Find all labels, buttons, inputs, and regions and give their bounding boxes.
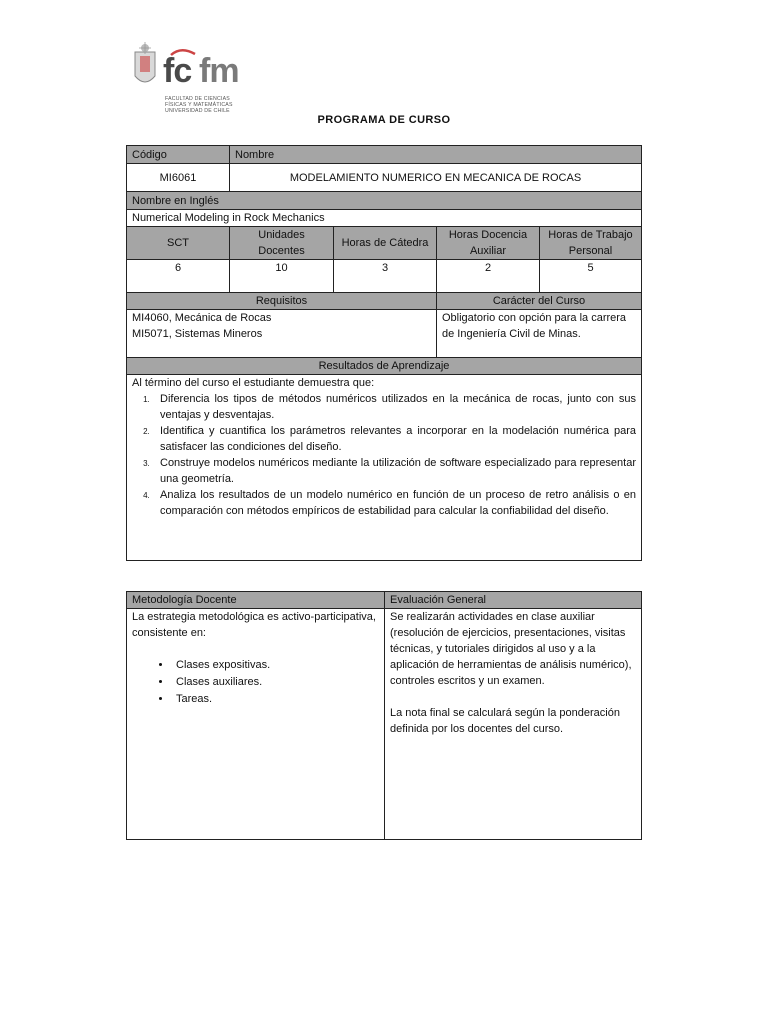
english-name: Numerical Modeling in Rock Mechanics <box>127 210 642 227</box>
course-table <box>126 145 642 561</box>
hours-value-sct: 6 <box>127 260 230 293</box>
course-name: MODELAMIENTO NUMERICO EN MECANICA DE ROCAS <box>230 164 642 192</box>
english-name-label: Nombre en Inglés <box>127 192 642 210</box>
caracter-value: Obligatorio con opción para la carrera de Ingeniería Civil de Minas. <box>437 310 642 358</box>
resultado-item: 1. Diferencia los tipos de métodos numéricos utilizados en la mecánica de rocas, junto con sus ventajas y desventajas. <box>152 391 636 423</box>
hours-header-auxiliar: Horas Docencia Auxiliar <box>437 227 540 260</box>
resultados-cell <box>127 375 642 561</box>
resultado-item: 4. Analiza los resultados de un modelo numérico en función de un proceso de retro análisis o en comparación con métodos empíricos de estabilidad para calcular la confiabilidad del diseño. <box>152 487 636 519</box>
resultados-list <box>132 391 636 519</box>
hours-value-catedra: 3 <box>334 260 437 293</box>
hours-header-catedra: Horas de Cátedra <box>334 227 437 260</box>
metodologia-list <box>132 657 379 708</box>
requisitos-label: Requisitos <box>127 293 437 310</box>
metodologia-label: Metodología Docente <box>127 592 385 609</box>
hours-header-unidades: Unidades Docentes <box>230 227 334 260</box>
hours-value-personal: 5 <box>540 260 642 293</box>
hours-header-sct: SCT <box>127 227 230 260</box>
metodologia-cell <box>127 609 385 840</box>
caracter-label: Carácter del Curso <box>437 293 642 310</box>
evaluacion-paragraph-1: Se realizarán actividades en clase auxiliar (resolución de ejercicios, presentaciones, visitas técnicas, y tutoriales dirigidos al uso y a la aplicación de herramientas de análisis numérico), controles escritos y un examen. <box>390 611 632 687</box>
metodologia-item: • Tareas. <box>172 691 379 708</box>
course-code: MI6061 <box>127 164 230 192</box>
metodologia-item: • Clases auxiliares. <box>172 674 379 691</box>
hours-value-unidades: 10 <box>230 260 334 293</box>
requisitos-cell <box>127 310 437 358</box>
code-label: Código <box>127 146 230 164</box>
logo-caption: FACULTAD DE CIENCIAS FÍSICAS Y MATEMÁTICAS UNIVERSIDAD DE CHILE <box>165 96 233 114</box>
metodologia-text: La estrategia metodológica es activo-participativa, consistente en: <box>132 611 376 639</box>
metodologia-item: • Clases expositivas. <box>172 657 379 674</box>
requisito-item: MI4060, Mecánica de Rocas <box>132 312 272 324</box>
svg-text:fm: fm <box>199 52 239 90</box>
evaluacion-paragraph-2: La nota final se calculará según la ponderación definida por los docentes del curso. <box>390 707 620 735</box>
hours-header-personal: Horas de Trabajo Personal <box>540 227 642 260</box>
resultados-intro: Al término del curso el estudiante demuestra que: <box>132 377 375 389</box>
document-title: PROGRAMA DE CURSO <box>317 114 451 126</box>
resultados-label: Resultados de Aprendizaje <box>127 358 642 375</box>
evaluacion-label: Evaluación General <box>385 592 642 609</box>
method-table <box>126 591 642 840</box>
resultado-item: 2. Identifica y cuantifica los parámetros relevantes a incorporar en la modelación numérica para satisfacer las condiciones del diseño. <box>152 423 636 455</box>
resultado-item: 3. Construye modelos numéricos mediante la utilización de software especializado para representar una geometría. <box>152 455 636 487</box>
name-label: Nombre <box>230 146 642 164</box>
requisito-item: MI5071, Sistemas Mineros <box>132 328 263 340</box>
svg-text:fc: fc <box>163 52 192 90</box>
evaluacion-cell <box>385 609 642 840</box>
hours-value-auxiliar: 2 <box>437 260 540 293</box>
